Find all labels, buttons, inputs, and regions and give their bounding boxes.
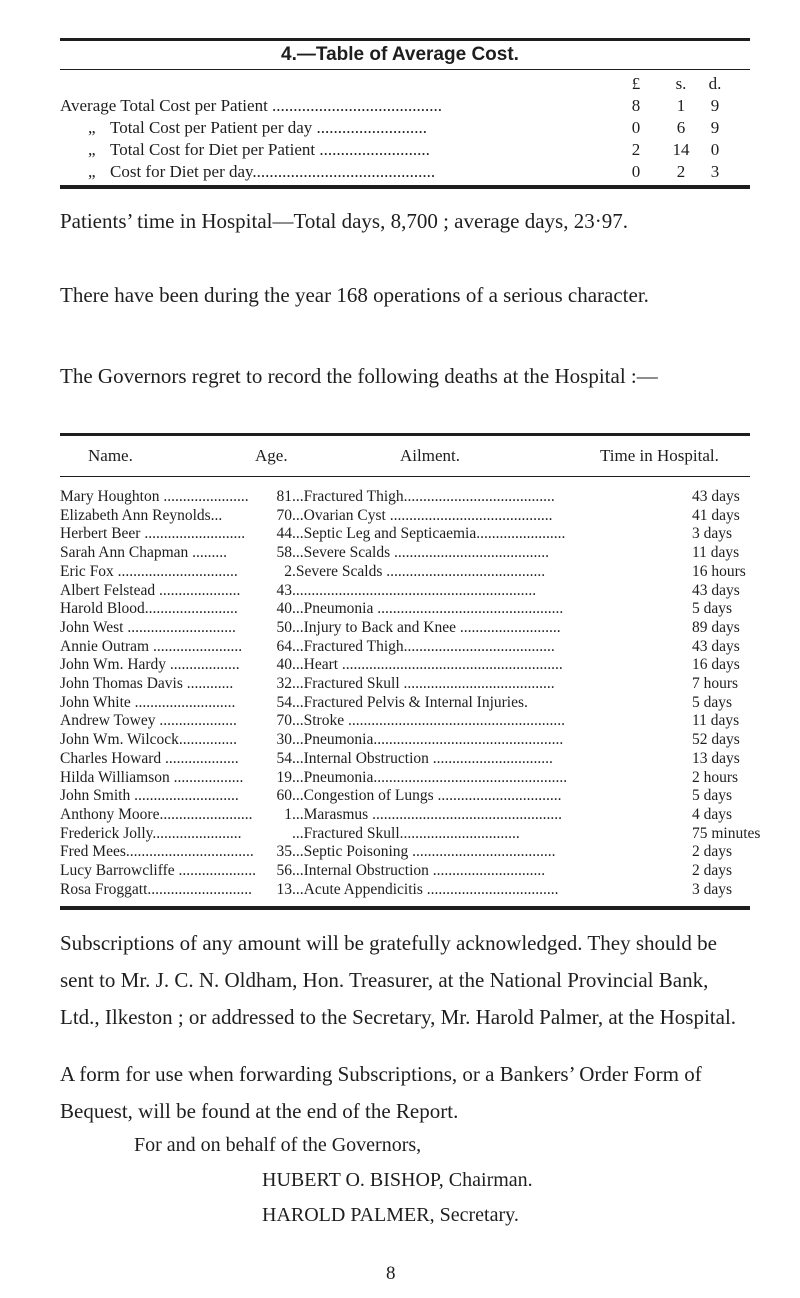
table-row xyxy=(60,638,750,656)
death-name: Anthony Moore........................ xyxy=(60,805,253,823)
death-ailment: .Severe Scalds ......................................... xyxy=(292,562,546,580)
cost-row xyxy=(60,162,725,184)
death-ailment: ...Internal Obstruction ............................... xyxy=(292,749,553,767)
death-age: 81 xyxy=(276,488,292,505)
death-name: Mary Houghton ...................... xyxy=(60,488,249,505)
deaths-table-top-rule xyxy=(60,433,750,436)
death-name: Hilda Williamson .................. xyxy=(60,768,244,786)
death-time: 11 days xyxy=(692,544,740,562)
cost-pence: 9 xyxy=(710,118,720,137)
death-name: Annie Outram ....................... xyxy=(60,637,243,655)
death-ailment: ...Fractured Skull ....................................... xyxy=(292,675,555,692)
death-time: 75 minutes xyxy=(692,824,761,842)
death-age: 54 xyxy=(276,693,292,711)
table-row xyxy=(60,862,750,880)
table-title: 4.—Table of Average Cost. xyxy=(281,44,519,65)
cost-table-bottom-rule xyxy=(60,185,750,189)
table-row xyxy=(60,769,750,787)
cost-shillings: 14 xyxy=(672,140,690,159)
death-time: 89 days xyxy=(692,618,740,636)
death-name: Harold Blood........................ xyxy=(60,600,238,618)
page-number: 8 xyxy=(386,1263,396,1284)
table-row xyxy=(60,544,750,562)
table-row xyxy=(60,881,750,899)
table-row xyxy=(60,619,750,637)
cost-shillings: 2 xyxy=(676,162,686,181)
cost-row xyxy=(60,140,725,162)
cost-label: Average Total Cost per Patient ........................................ xyxy=(60,96,443,115)
paragraph-subscriptions: Subscriptions of any amount will be gratefully acknowledged. They should be sent to Mr. J. C. N. Oldham, Hon. Treasurer, at the National Provincial Bank, Ltd., Ilkeston ; or addressed to the Secretary, Mr. Harold Palmer, at the Hospital. xyxy=(60,931,737,1029)
death-time: 52 days xyxy=(692,731,740,749)
cost-pence: 0 xyxy=(710,140,720,159)
death-age: 19 xyxy=(276,768,292,786)
death-name: John Thomas Davis ............ xyxy=(60,675,234,692)
cost-pounds: 0 xyxy=(631,118,641,137)
death-age: 60 xyxy=(276,787,292,805)
death-name: Herbert Beer .......................... xyxy=(60,525,246,543)
death-ailment: ...Severe Scalds ........................................ xyxy=(292,544,550,562)
cost-shillings: 1 xyxy=(676,96,686,115)
cost-currency-header xyxy=(60,74,725,96)
death-age: 70 xyxy=(276,506,292,524)
death-name: Rosa Froggatt........................... xyxy=(60,880,253,898)
death-time: 11 days xyxy=(692,712,740,730)
pence-header: d. xyxy=(708,74,722,93)
death-age: 30 xyxy=(276,731,292,749)
death-time: 41 days xyxy=(692,506,740,524)
ditto-mark: „ xyxy=(88,162,96,181)
paragraph-time-in-hospital: Patients’ time in Hospital—Total days, 8,700 ; average days, 23·97. xyxy=(60,209,628,233)
death-age: 50 xyxy=(276,618,292,636)
table-row xyxy=(60,582,750,600)
table-row xyxy=(60,525,750,543)
table-row xyxy=(60,563,750,581)
death-ailment: ...Internal Obstruction ............................. xyxy=(292,862,546,879)
title-underline xyxy=(60,69,750,70)
death-ailment: ...Septic Leg and Septicaemia....................... xyxy=(292,525,566,543)
table-row xyxy=(60,843,750,861)
death-name: Albert Felstead ..................... xyxy=(60,581,241,599)
death-ailment: ...Heart ......................................................... xyxy=(292,656,563,674)
death-ailment: ...Marasmus ................................................. xyxy=(292,805,562,823)
ditto-mark: „ xyxy=(88,118,96,137)
death-name: Elizabeth Ann Reynolds... xyxy=(60,506,223,524)
table-row xyxy=(60,488,750,506)
cost-pounds: 0 xyxy=(631,162,641,181)
death-age: 40 xyxy=(276,656,292,674)
table-row xyxy=(60,656,750,674)
death-ailment: ...Acute Appendicitis .................................. xyxy=(292,880,559,898)
death-ailment: ...Septic Poisoning ..................................... xyxy=(292,843,556,861)
cost-row xyxy=(60,96,725,118)
death-time: 43 days xyxy=(692,488,740,505)
cost-pence: 3 xyxy=(710,162,720,181)
death-ailment: ...Fractured Thigh....................................... xyxy=(292,488,555,505)
death-time: 2 days xyxy=(692,862,733,879)
shillings-header: s. xyxy=(675,74,687,93)
death-time: 3 days xyxy=(692,525,733,543)
death-name: Fred Mees................................. xyxy=(60,843,254,861)
death-ailment: ...Ovarian Cyst .......................................... xyxy=(292,506,553,524)
table-row xyxy=(60,507,750,525)
death-name: Frederick Jolly....................... xyxy=(60,824,242,842)
death-age: 2 xyxy=(284,562,292,580)
table-row xyxy=(60,750,750,768)
death-time: 5 days xyxy=(692,600,733,618)
death-time: 43 days xyxy=(692,581,740,599)
deaths-header-underline xyxy=(60,476,750,477)
death-name: John White .......................... xyxy=(60,693,236,711)
table-row xyxy=(60,824,761,843)
death-ailment: ...Stroke ........................................................ xyxy=(292,712,565,730)
paragraph-operations: There have been during the year 168 operations of a serious character. xyxy=(60,283,649,307)
death-ailment: ...Pneumonia................................................. xyxy=(292,731,564,749)
death-age: 64 xyxy=(276,637,292,655)
paragraph-form: A form for use when forwarding Subscriptions, or a Bankers’ Order Form of Bequest, will be found at the end of the Report. xyxy=(60,1062,702,1123)
closing-line: For and on behalf of the Governors, xyxy=(134,1134,422,1156)
cost-label: Total Cost for Diet per Patient .......................... xyxy=(110,140,430,159)
death-ailment: ...Congestion of Lungs ................................ xyxy=(292,787,562,805)
death-time: 7 hours xyxy=(692,675,739,692)
death-ailment: ...Fractured Skull............................... xyxy=(292,824,520,842)
top-rule xyxy=(60,38,750,41)
cost-row xyxy=(60,118,725,140)
death-name: Charles Howard ................... xyxy=(60,749,239,767)
death-name: Lucy Barrowcliffe .................... xyxy=(60,862,256,879)
death-ailment: ...Pneumonia.................................................. xyxy=(292,768,568,786)
death-time: 3 days xyxy=(692,880,733,898)
ditto-mark: „ xyxy=(88,140,96,159)
death-name: John West ............................ xyxy=(60,618,236,636)
death-ailment: ...Fractured Thigh....................................... xyxy=(292,637,555,655)
death-time: 2 days xyxy=(692,843,733,861)
death-age: 56 xyxy=(276,862,292,879)
paragraph-deaths-intro: The Governors regret to record the following deaths at the Hospital :— xyxy=(60,364,658,388)
death-time: 5 days xyxy=(692,787,733,805)
deaths-table-bottom-rule xyxy=(60,906,750,910)
death-name: John Smith ........................... xyxy=(60,787,239,805)
death-time: 2 hours xyxy=(692,768,739,786)
signature-chairman: HUBERT O. BISHOP, Chairman. xyxy=(262,1169,533,1191)
death-time: 43 days xyxy=(692,637,740,655)
table-row xyxy=(60,600,750,618)
death-ailment: ...Pneumonia ................................................ xyxy=(292,600,564,618)
death-name: John Wm. Hardy .................. xyxy=(60,656,240,674)
death-age: 70 xyxy=(276,712,292,730)
cost-label: Cost for Diet per day........................................... xyxy=(110,162,436,181)
death-time: 13 days xyxy=(692,749,740,767)
header-time-in-hospital: Time in Hospital. xyxy=(600,446,719,465)
death-age: 43 xyxy=(276,581,292,599)
cost-pounds: 8 xyxy=(631,96,641,115)
death-time: 16 days xyxy=(692,656,740,674)
death-age: 54 xyxy=(276,749,292,767)
death-age: 35 xyxy=(276,843,292,861)
death-age: 40 xyxy=(276,600,292,618)
death-age: 44 xyxy=(276,525,292,543)
table-row xyxy=(60,731,750,749)
death-age: 58 xyxy=(276,544,292,562)
death-time: 5 days xyxy=(692,693,733,711)
death-ailment: ............................................................... xyxy=(292,581,537,599)
death-ailment: ...Injury to Back and Knee .......................... xyxy=(292,618,561,636)
header-age: Age. xyxy=(255,446,288,465)
cost-pence: 9 xyxy=(710,96,720,115)
cost-label: Total Cost per Patient per day .......................... xyxy=(110,118,428,137)
death-name: Sarah Ann Chapman ......... xyxy=(60,544,228,562)
signature-secretary: HAROLD PALMER, Secretary. xyxy=(262,1204,519,1226)
table-row xyxy=(60,787,750,805)
death-age: 13 xyxy=(276,880,292,898)
header-name: Name. xyxy=(88,446,133,465)
death-age: 1 xyxy=(284,805,292,823)
cost-shillings: 6 xyxy=(676,118,686,137)
death-time: 4 days xyxy=(692,805,733,823)
table-row xyxy=(60,806,750,824)
death-time: 16 hours xyxy=(692,562,746,580)
table-row xyxy=(60,675,750,693)
death-name: Eric Fox ............................... xyxy=(60,562,238,580)
table-row xyxy=(60,694,750,712)
death-name: John Wm. Wilcock............... xyxy=(60,731,238,749)
header-ailment: Ailment. xyxy=(400,446,460,465)
cost-pounds: 2 xyxy=(631,140,641,159)
death-age: 32 xyxy=(276,675,292,692)
death-name: Andrew Towey .................... xyxy=(60,712,237,730)
table-row xyxy=(60,712,750,730)
pounds-header: £ xyxy=(631,74,641,93)
death-ailment: ...Fractured Pelvis & Internal Injuries. xyxy=(292,693,528,711)
